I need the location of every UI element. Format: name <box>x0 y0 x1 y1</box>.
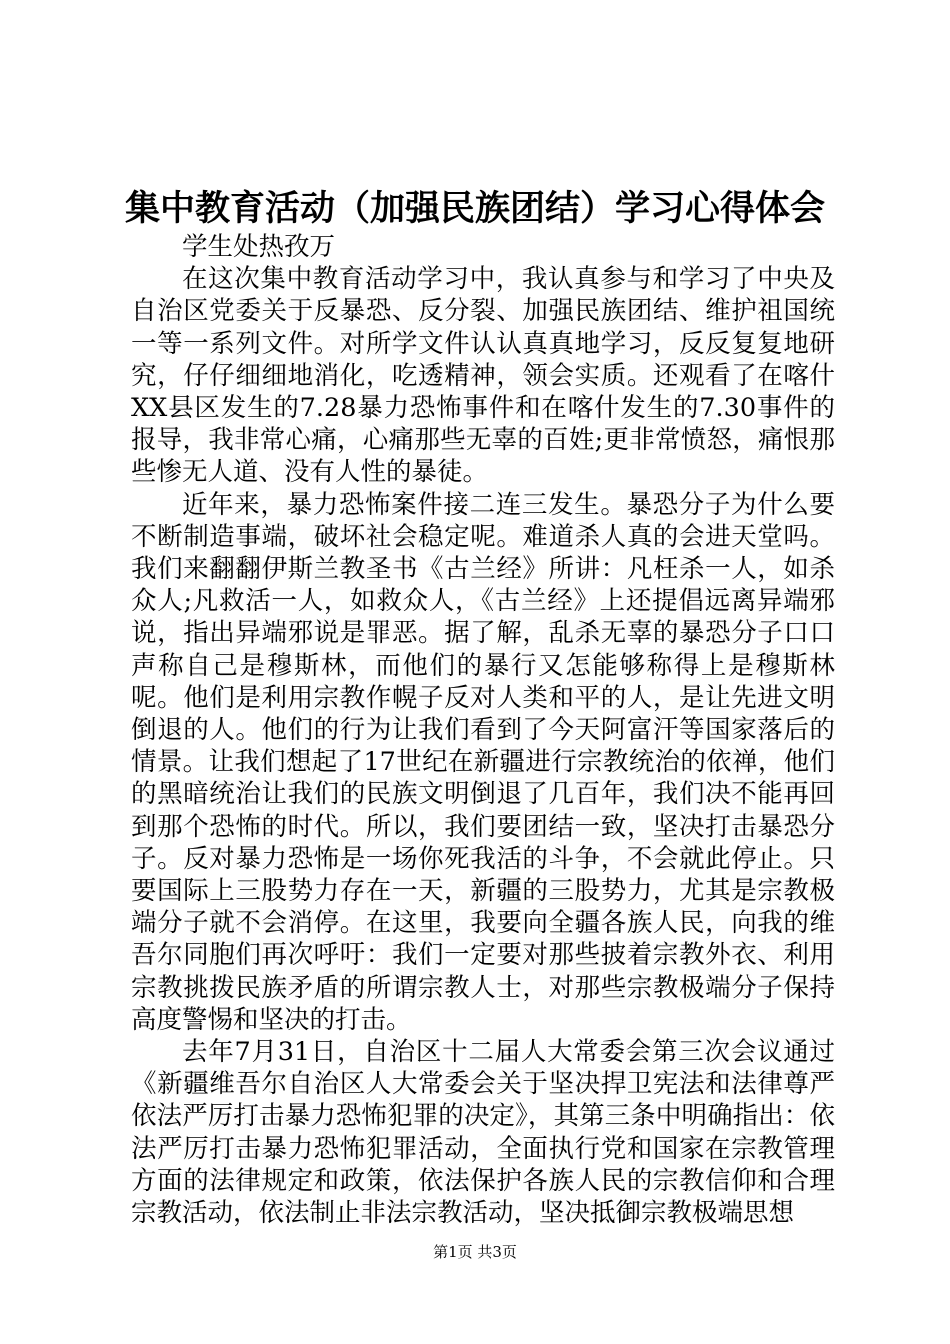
document-body <box>131 231 835 1229</box>
page-footer: 第1页 共3页 <box>433 1243 517 1261</box>
document-title: 集中教育活动（加强民族团结）学习心得体会 <box>124 188 825 229</box>
paragraph-1: 在这次集中教育活动学习中，我认真参与和学习了中央及自治区党委关于反暴恐、反分裂、加强民族团结、维护祖国统一等一系列文件。对所学文件认认真真地学习，反反复复地研究，仔仔细细地消化，吃透精神，领会实质。还观看了在喀什XX县区发生的7.28暴力恐怖事件和在喀什发生的7.30事件的报导，我非常心痛，心痛那些无辜的百姓;更非常愤怒，痛恨那些惨无人道、没有人性的暴徒。 <box>131 264 835 488</box>
paragraph-3: 去年7月31日，自治区十二届人大常委会第三次会议通过《新疆维吾尔自治区人大常委会关于坚决捍卫宪法和法律尊严依法严厉打击暴力恐怖犯罪的决定》，其第三条中明确指出：依法严厉打击暴力恐怖犯罪活动，全面执行党和国家在宗教管理方面的法律规定和政策，依法保护各族人民的宗教信仰和合理宗教活动，依法制止非法宗教活动，坚决抵御宗教极端思想 <box>131 1037 835 1229</box>
author-line: 学生处热孜万 <box>182 232 336 262</box>
paragraph-2: 近年来，暴力恐怖案件接二连三发生。暴恐分子为什么要不断制造事端，破坏社会稳定呢。难道杀人真的会进天堂吗。我们来翻翻伊斯兰教圣书《古兰经》所讲：凡枉杀一人，如杀众人;凡救活一人，如救众人，《古兰经》上还提倡远离异端邪说，指出异端邪说是罪恶。据了解，乱杀无辜的暴恐分子口口声称自己是穆斯林，而他们的暴行又怎能够称得上是穆斯林呢。他们是利用宗教作幌子反对人类和平的人，是让先进文明倒退的人。他们的行为让我们看到了今天阿富汗等国家落后的情景。让我们想起了17世纪在新疆进行宗教统治的依禅，他们的黑暗统治让我们的民族文明倒退了几百年，我们决不能再回到那个恐怖的时代。所以，我们要团结一致，坚决打击暴恐分子。反对暴力恐怖是一场你死我活的斗争，不会就此停止。只要国际上三股势力存在一天，新疆的三股势力，尤其是宗教极端分子就不会消停。在这里，我要向全疆各族人民，向我的维吾尔同胞们再次呼吁：我们一定要对那些披着宗教外衣、利用宗教挑拨民族矛盾的所谓宗教人士，对那些宗教极端分子保持高度警惕和坚决的打击。 <box>131 489 835 1035</box>
